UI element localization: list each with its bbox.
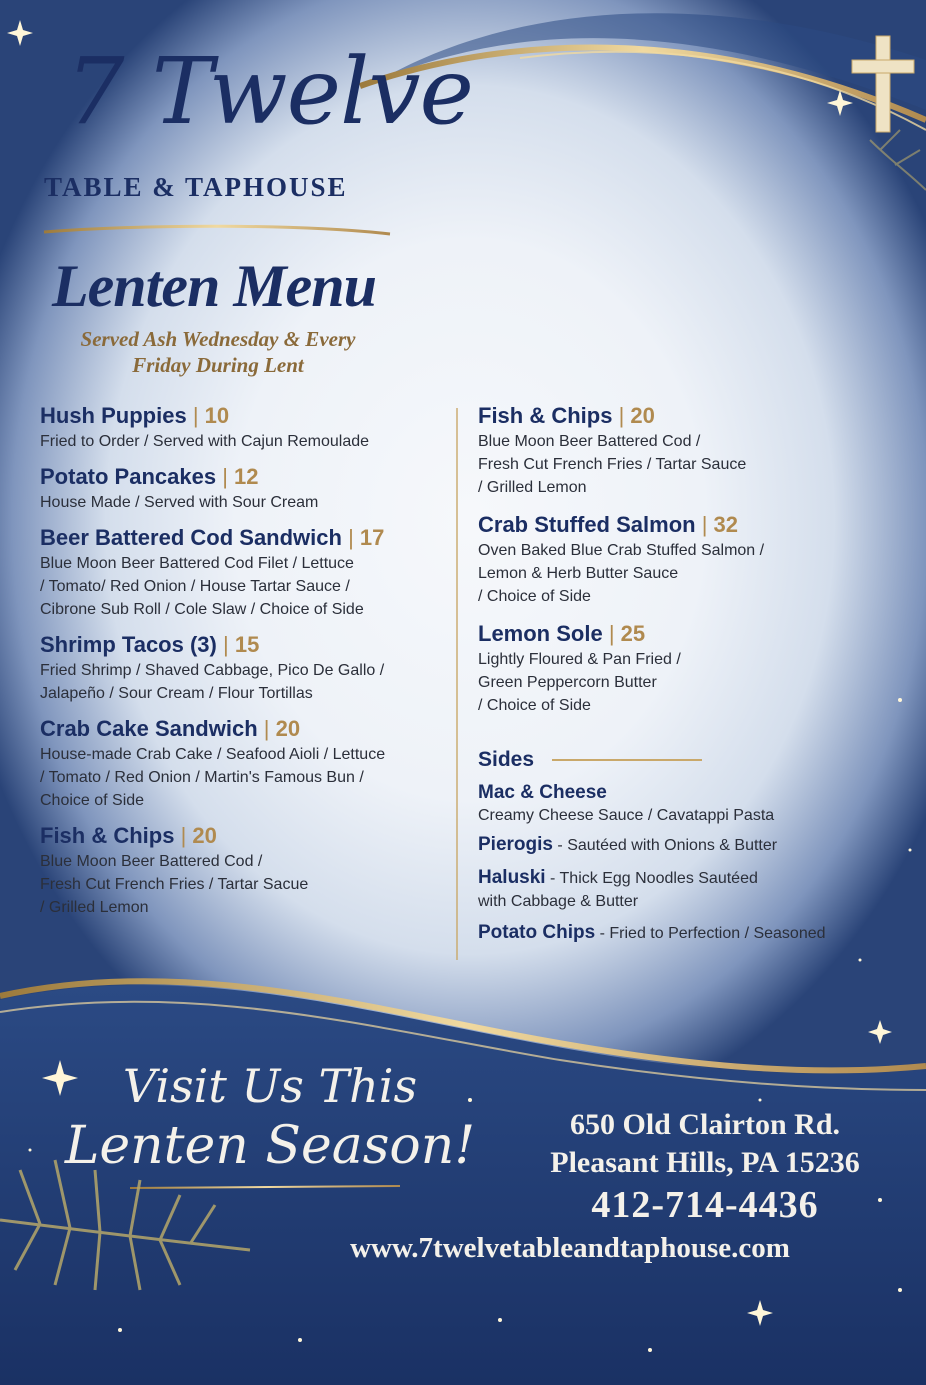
separator: | — [222, 632, 229, 657]
item-name-row — [40, 524, 450, 552]
side-desc: - Thick Egg Noodles Sautéed — [545, 870, 758, 887]
item-name-row — [40, 715, 450, 743]
menu-item-crab-stuffed-salmon — [478, 511, 898, 608]
palm-branch-top-icon — [870, 130, 926, 190]
item-name: Fish & Chips — [478, 403, 613, 428]
served-line-1: Served Ash Wednesday & Every — [80, 327, 356, 351]
item-desc: House Made / Served with Sour Cream — [40, 494, 319, 511]
menu-item-fish-and-chips-left — [40, 822, 450, 919]
menu-column-right — [478, 402, 898, 946]
item-desc: Choice of Side — [40, 792, 145, 809]
item-price: 20 — [630, 403, 655, 428]
side-pierogis — [478, 833, 898, 858]
side-haluski — [478, 866, 898, 913]
side-desc: Creamy Cheese Sauce / Cavatappi Pasta — [478, 807, 775, 824]
item-desc: / Choice of Side — [478, 588, 591, 605]
phone-number: 412-714-4436 — [591, 1184, 819, 1226]
item-desc: Cibrone Sub Roll / Cole Slaw / Choice of Side — [40, 601, 364, 618]
item-desc: / Tomato / Red Onion / Martin's Famous Bun / — [40, 769, 364, 786]
item-price: 17 — [359, 525, 385, 550]
address-line-2: Pleasant Hills, PA 15236 — [550, 1146, 860, 1179]
item-price: 20 — [192, 823, 217, 848]
separator: | — [192, 403, 199, 428]
item-desc: Fresh Cut French Fries / Tartar Sacue — [40, 876, 309, 893]
logo-subtitle: TABLE & TAPHOUSE — [44, 172, 348, 202]
item-desc: Jalapeño / Sour Cream / Flour Tortillas — [40, 685, 313, 702]
item-desc: / Grilled Lemon — [40, 899, 149, 916]
side-name: Haluski — [478, 867, 546, 888]
item-desc: Green Peppercorn Butter — [478, 674, 657, 691]
sides-heading — [478, 747, 898, 773]
side-mac-and-cheese — [478, 781, 898, 827]
sides-heading-rule — [552, 759, 702, 761]
separator: | — [701, 512, 708, 537]
item-name: Crab Cake Sandwich — [40, 716, 258, 741]
separator: | — [222, 464, 228, 489]
logo-script: 7 Twelve — [66, 38, 473, 145]
item-desc: Lemon & Herb Butter Sauce — [478, 565, 679, 582]
item-desc: Blue Moon Beer Battered Cod Filet / Lettuce — [40, 555, 354, 572]
menu-item-crab-cake-sandwich — [40, 715, 450, 812]
separator: | — [618, 403, 625, 428]
item-name: Beer Battered Cod Sandwich — [40, 525, 342, 550]
visit-message — [60, 1058, 480, 1178]
sides-heading-text: Sides — [478, 748, 535, 771]
visit-line-2: Lenten Season! — [64, 1116, 476, 1176]
item-desc: House-made Crab Cake / Seafood Aioli / Lettuce — [40, 746, 386, 763]
item-desc: Fresh Cut French Fries / Tartar Sauce — [478, 456, 747, 473]
item-price: 15 — [234, 632, 260, 657]
side-name: Potato Chips — [478, 922, 596, 943]
item-name-row — [478, 511, 898, 539]
item-price: 12 — [234, 464, 259, 489]
visit-line-1: Visit Us This — [122, 1059, 418, 1113]
item-name: Potato Pancakes — [40, 464, 217, 489]
item-desc: / Grilled Lemon — [478, 479, 587, 496]
item-desc: Blue Moon Beer Battered Cod / — [478, 433, 701, 450]
menu-item-potato-pancakes — [40, 463, 450, 514]
separator: | — [608, 621, 615, 646]
item-name-row — [478, 620, 898, 648]
served-line-2: Friday During Lent — [132, 353, 304, 377]
item-name: Lemon Sole — [478, 621, 603, 646]
item-name-row — [40, 631, 450, 659]
item-name-row — [40, 822, 450, 850]
item-name-row — [478, 402, 898, 430]
item-desc: Fried Shrimp / Shaved Cabbage, Pico De Gallo / — [40, 662, 385, 679]
item-price: 10 — [204, 403, 230, 428]
menu-item-lemon-sole — [478, 620, 898, 717]
side-desc: - Sautéed with Onions & Butter — [552, 837, 778, 854]
item-desc: Blue Moon Beer Battered Cod / — [40, 853, 263, 870]
side-desc: with Cabbage & Butter — [478, 893, 639, 910]
side-potato-chips — [478, 921, 898, 946]
menu-item-shrimp-tacos — [40, 631, 450, 705]
item-desc: / Tomato/ Red Onion / House Tartar Sauce / — [40, 578, 350, 595]
side-name: Pierogis — [478, 834, 553, 855]
item-name: Fish & Chips — [40, 823, 175, 848]
side-desc: - Fried to Perfection / Seasoned — [595, 925, 826, 942]
item-name: Hush Puppies — [40, 403, 187, 428]
item-price: 25 — [620, 621, 646, 646]
website-link: www.7twelvetableandtaphouse.com — [350, 1232, 790, 1264]
separator: | — [348, 525, 354, 550]
item-price: 20 — [275, 716, 301, 741]
item-desc: Fried to Order / Served with Cajun Remoulade — [40, 433, 370, 450]
item-price: 32 — [713, 512, 739, 537]
menu-item-fish-and-chips-right — [478, 402, 898, 499]
item-name-row — [40, 402, 450, 430]
address-line-1: 650 Old Clairton Rd. — [569, 1108, 841, 1141]
item-name: Crab Stuffed Salmon — [478, 512, 696, 537]
menu-item-beer-battered-cod — [40, 524, 450, 621]
item-desc: Oven Baked Blue Crab Stuffed Salmon / — [478, 542, 765, 559]
side-name: Mac & Cheese — [478, 782, 607, 803]
item-name-row — [40, 463, 450, 491]
item-desc: Lightly Floured & Pan Fried / — [478, 651, 681, 668]
menu-column-left — [40, 402, 450, 919]
separator: | — [180, 823, 187, 848]
served-note — [48, 326, 388, 378]
address-block — [520, 1106, 890, 1228]
menu-title: Lenten Menu — [52, 253, 377, 319]
item-name: Shrimp Tacos (3) — [40, 632, 217, 657]
column-divider — [456, 408, 458, 960]
item-desc: / Choice of Side — [478, 697, 591, 714]
separator: | — [263, 716, 270, 741]
menu-item-hush-puppies — [40, 402, 450, 453]
